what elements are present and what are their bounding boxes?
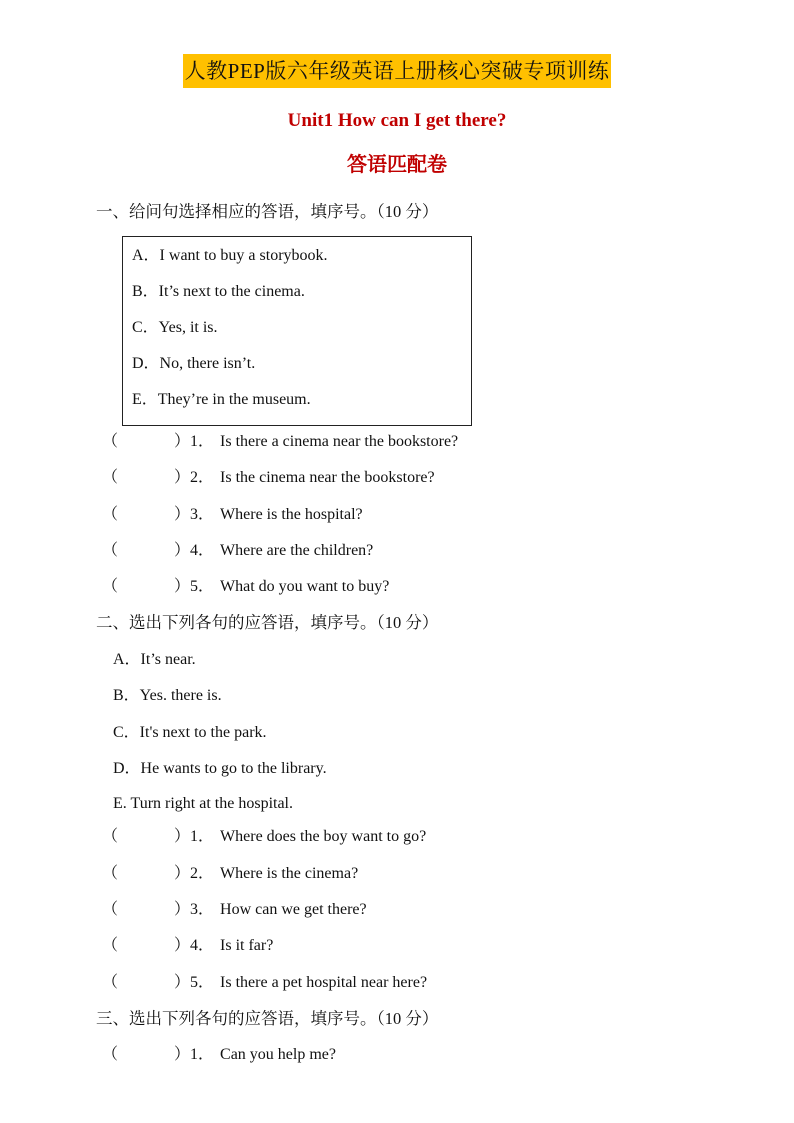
open-paren: （: [102, 578, 119, 595]
open-paren: （: [102, 865, 119, 882]
question-text: What do you want to buy?: [220, 578, 390, 595]
close-paren: ）: [174, 433, 191, 450]
question-text: Is there a pet hospital near here?: [220, 974, 428, 991]
section-2-option-c: C．It's next to the park.: [113, 724, 267, 741]
section-3-question-1: [102, 1043, 336, 1067]
close-paren: ）: [174, 901, 191, 918]
open-paren: （: [102, 469, 119, 486]
question-number: 5．: [190, 578, 215, 595]
worksheet-subtitle: 答语匹配卷: [347, 152, 447, 176]
section-2-question-2: [102, 862, 358, 886]
unit-title: Unit1 How can I get there?: [287, 110, 507, 131]
close-paren: ）: [174, 1046, 191, 1063]
question-number: 2．: [190, 469, 215, 486]
question-number: 1．: [190, 433, 215, 450]
question-number: 3．: [190, 506, 215, 523]
open-paren: （: [102, 433, 119, 450]
section-1-question-3: [102, 503, 363, 527]
section-2-heading: 二、选出下列各句的应答语，填序号。（10 分）: [96, 613, 439, 632]
close-paren: ）: [174, 578, 191, 595]
question-number: 4．: [190, 542, 215, 559]
question-text: Where are the children?: [220, 542, 374, 559]
option-c: C．Yes, it is.: [132, 319, 218, 336]
section-2-option-a: A．It’s near.: [113, 651, 196, 668]
question-text: Is it far?: [220, 937, 274, 954]
close-paren: ）: [174, 974, 191, 991]
question-number: 5．: [190, 974, 215, 991]
section-2-option-b: B．Yes. there is.: [113, 687, 222, 704]
open-paren: （: [102, 542, 119, 559]
section-1-question-4: [102, 539, 373, 563]
open-paren: （: [102, 1046, 119, 1063]
close-paren: ）: [174, 828, 191, 845]
section-1-question-2: [102, 466, 435, 490]
question-text: Is there a cinema near the bookstore?: [220, 433, 459, 450]
close-paren: ）: [174, 469, 191, 486]
section-2-question-1: [102, 825, 426, 849]
question-text: How can we get there?: [220, 901, 367, 918]
question-text: Is the cinema near the bookstore?: [220, 469, 435, 486]
option-d: D．No, there isn’t.: [132, 355, 256, 372]
question-number: 1．: [190, 1046, 215, 1063]
question-number: 4．: [190, 937, 215, 954]
section-1-heading: 一、给问句选择相应的答语，填序号。（10 分）: [96, 202, 439, 221]
close-paren: ）: [174, 506, 191, 523]
section-2-question-4: [102, 934, 273, 958]
page-title: 人教PEP版六年级英语上册核心突破专项训练: [183, 54, 612, 88]
open-paren: （: [102, 937, 119, 954]
question-number: 3．: [190, 901, 215, 918]
section-1-question-5: [102, 575, 389, 599]
question-text: Can you help me?: [220, 1046, 336, 1063]
open-paren: （: [102, 828, 119, 845]
option-b: B．It’s next to the cinema.: [132, 283, 305, 300]
section-1-question-1: [102, 430, 458, 454]
section-2-question-3: [102, 898, 367, 922]
question-text: Where is the cinema?: [220, 865, 359, 882]
question-number: 2．: [190, 865, 215, 882]
title-row: [0, 54, 794, 88]
option-a: A．I want to buy a storybook.: [132, 247, 328, 264]
question-text: Where is the hospital?: [220, 506, 363, 523]
section-2-option-e: E. Turn right at the hospital.: [113, 795, 293, 812]
section-1-option-box: [122, 236, 472, 426]
open-paren: （: [102, 974, 119, 991]
section-3-heading: 三、选出下列各句的应答语，填序号。（10 分）: [96, 1009, 439, 1028]
question-number: 1．: [190, 828, 215, 845]
open-paren: （: [102, 506, 119, 523]
section-2-question-5: [102, 971, 427, 995]
option-e: E．They’re in the museum.: [132, 391, 311, 408]
section-2-option-d: D．He wants to go to the library.: [113, 760, 327, 777]
question-text: Where does the boy want to go?: [220, 828, 427, 845]
open-paren: （: [102, 901, 119, 918]
close-paren: ）: [174, 865, 191, 882]
close-paren: ）: [174, 937, 191, 954]
close-paren: ）: [174, 542, 191, 559]
